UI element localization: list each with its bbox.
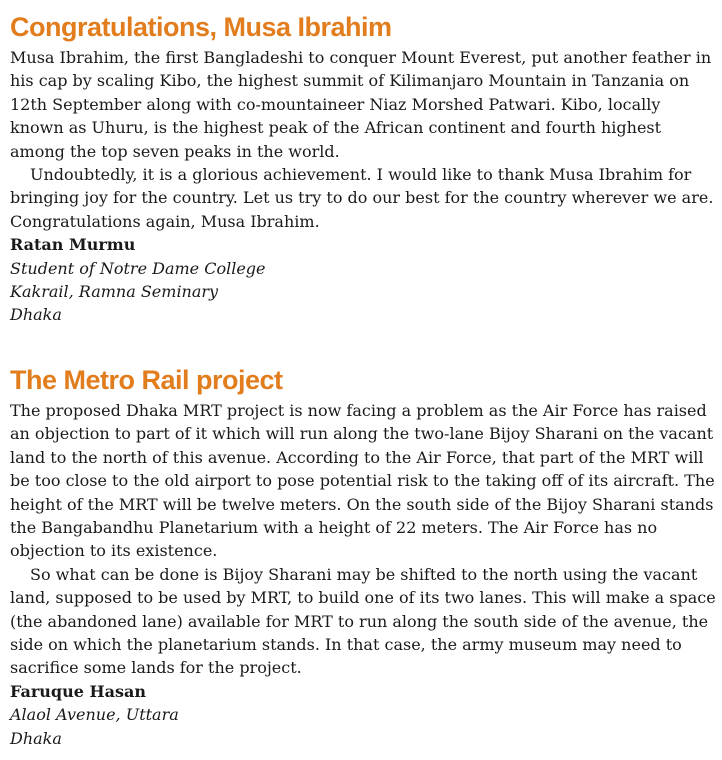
author-address-line: Dhaka (10, 305, 62, 325)
letter-paragraph: So what can be done is Bijoy Sharani may be shifted to the north using the vacant land, supposed to be used by MRT, to build one of its two lanes. This will make a space (the abandoned lane) available for MRT to run along the south side of the avenue, the side on which the planetarium stands. In that case, the army museum may need to sacrifice some lands for the project. (10, 564, 716, 678)
author-name: Faruque Hasan (10, 681, 146, 701)
letter-paragraph: Musa Ibrahim, the first Bangladeshi to conquer Mount Everest, put another feather in his cap by scaling Kibo, the highest summit of Kilimanjaro Mountain in Tanzania on 12th September along with co-mountaineer Niaz Morshed Patwari. Kibo, locally known as Uhuru, is the highest peak of the African continent and fourth highest among the top seven peaks in the world. (10, 48, 712, 161)
letter-title: Congratulations, Musa Ibrahim (10, 12, 392, 42)
author-address-line: Alaol Avenue, Uttara (10, 705, 179, 725)
author-name: Ratan Murmu (10, 235, 136, 255)
author-address-line: Kakrail, Ramna Seminary (10, 282, 219, 302)
letter-paragraph: The proposed Dhaka MRT project is now facing a problem as the Air Force has raised an objection to part of it which will run along the two-lane Bijoy Sharani on the vacant land to the north of this avenue. According to the Air Force, that part of the MRT will be too close to the old airport to pose potential risk to the taking off of its aircraft. The height of the MRT will be twelve meters. On the south side of the Bijoy Sharani stands the Bangabandhu Planetarium with a height of 22 meters. The Air Force has no objection to its existence. (10, 401, 715, 561)
letter-metro-rail (10, 363, 716, 750)
letter-congratulations (10, 10, 716, 327)
author-address-line: Student of Notre Dame College (10, 258, 266, 278)
letter-title: The Metro Rail project (10, 365, 283, 395)
letter-paragraph: Undoubtedly, it is a glorious achievement. I would like to thank Musa Ibrahim for bringing joy for the country. Let us try to do our best for the country wherever we are. Congratulations again, Musa Ibrahim. (10, 165, 714, 231)
author-address-line: Dhaka (10, 728, 62, 748)
